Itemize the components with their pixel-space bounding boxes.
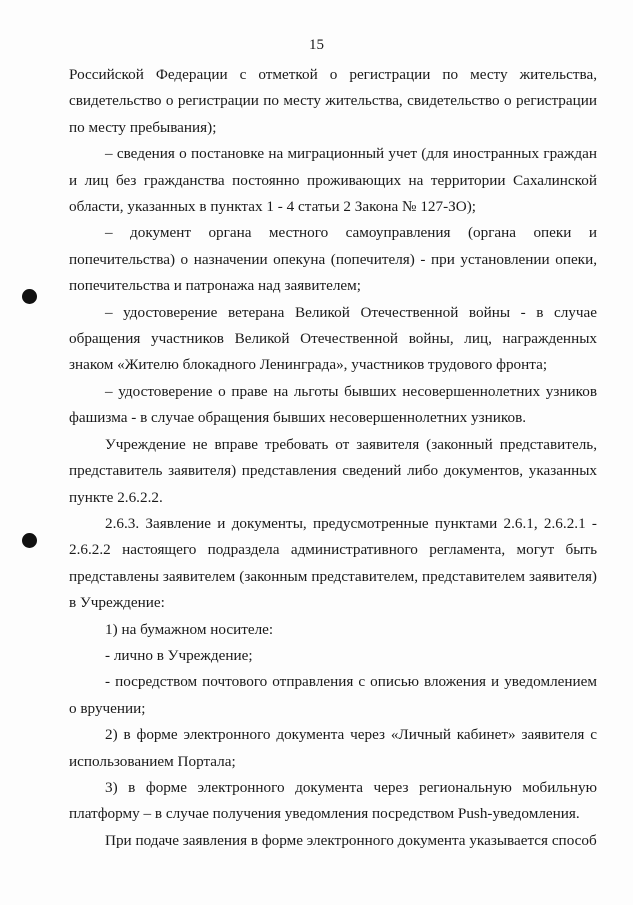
paragraph: – удостоверение о праве на льготы бывших несовершеннолетних узников фашизма - в случае обращения бывших несовершеннолетних узников. <box>69 382 597 427</box>
paragraph: 3) в форме электронного документа через региональную мобильную платформу – в случае получения уведомления посредством Push-уведомления. <box>69 778 597 823</box>
paragraph: 2.6.3. Заявление и документы, предусмотренные пунктами 2.6.1, 2.6.2.1 - 2.6.2.2 настоящего подраздела административного регламента, могут быть представлены заявителем (законным представителем, представителем заявителя) в Учреждение: <box>69 514 597 612</box>
paragraph: - лично в Учреждение; <box>105 646 253 664</box>
paragraph: – сведения о постановке на миграционный учет (для иностранных граждан и лиц без гражданства постоянно проживающих на территории Сахалинской области, указанных в пунктах 1 - 4 статьи 2 Закона № 127-ЗО); <box>69 145 597 216</box>
page-number: 15 <box>309 37 324 53</box>
paragraph: – документ органа местного самоуправления (органа опеки и попечительства) о назначении опекуна (попечителя) - при установлении опеки, попечительства и патронажа над заявителем; <box>69 224 597 295</box>
paragraph: 1) на бумажном носителе: <box>105 620 274 638</box>
document-body <box>69 62 597 854</box>
punch-hole-top <box>22 289 37 304</box>
punch-hole-bottom <box>22 533 37 548</box>
paragraph: – удостоверение ветерана Великой Отечественной войны - в случае обращения участников Великой Отечественной войны, лиц, награжденных знаком «Жителю блокадного Ленинграда», участников трудового фронта; <box>69 303 597 374</box>
paragraph: Российской Федерации с отметкой о регистрации по месту жительства, свидетельство о регистрации по месту жительства, свидетельство о регистрации по месту пребывания); <box>69 66 597 136</box>
paragraph: При подаче заявления в форме электронного документа указывается способ <box>105 831 597 849</box>
paragraph: - посредством почтового отправления с описью вложения и уведомлением о вручении; <box>69 673 597 717</box>
paragraph: Учреждение не вправе требовать от заявителя (законный представитель, представитель заявителя) представления сведений либо документов, указанных пункте 2.6.2.2. <box>69 435 597 506</box>
paragraph: 2) в форме электронного документа через «Личный кабинет» заявителя с использованием Портала; <box>69 726 597 770</box>
